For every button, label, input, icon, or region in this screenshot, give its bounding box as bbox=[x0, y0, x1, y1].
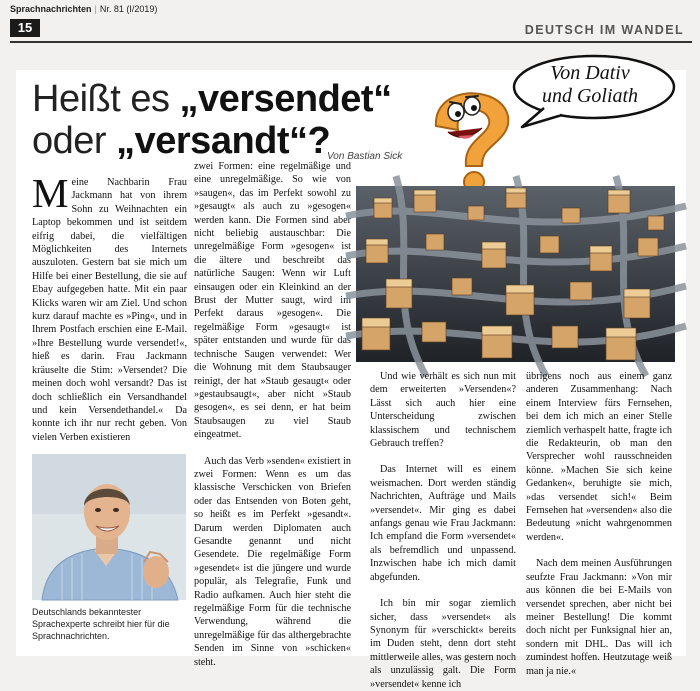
col3-paragraph-1: Und wie verhält es sich nun mit dem erweiterten »Versenden«? Lässt sich auch hier eine Unterscheidung zwischen klassischem und technischem Gebrauch treffen? bbox=[370, 371, 516, 450]
bubble-line1: Von Dativ bbox=[550, 62, 630, 84]
headline-line2-bold: „versandt“? bbox=[116, 120, 331, 162]
headline-line1-bold: „versendet“ bbox=[179, 78, 392, 120]
article-column-3 bbox=[370, 370, 516, 691]
question-mark-icon bbox=[428, 88, 528, 198]
col4-paragraph-2: Nach dem meinen Ausführungen seufzte Frau Jackmann: »Von mir aus können die bei E-Mails von versendet sprechen, aber nicht bei meiner Bestellung! Die kommt doch nicht per Funksignal hier an, sondern mit DHL. Das will ich zumindest hoffen. Heutzutage weiß man ja nie.« bbox=[526, 558, 672, 677]
headline-line1-prefix: Heißt es bbox=[32, 78, 180, 120]
col2-paragraph-1: zwei Formen: eine regelmäßige und eine unregelmäßige. So wie von »saugen«, das im Perfekt sowohl zu »gesaugt« als auch zu »gesogen« werden kann. Die Formen sind aber nicht beliebig austauschbar: Die unregelmäßige Form »gesogen« ist die ältere und beschreibt das natürliche Saugen: Wenn wir Luft einsaugen oder ein Kleinkind an der Brust der Mutter saugt, wird im Perfekt daraus »gesogen«. Die regelmäßige Form »gesaugt« ist später entstanden und wurde für das technische Saugen verwendet: Wer die Wohnung mit dem Staubsauger reinigt, der hat »Staub gesaugt« oder »gestaubsaugt«, aber nicht »Staub gesogen«, es sei denn, er hat beim Staubsaugen zu viel Staub eingeatmet. bbox=[194, 161, 351, 441]
author-photo bbox=[32, 454, 186, 600]
col1-paragraph: eine Nachbarin Frau Jackmann hat von ihrem Sohn zu Weihnachten ein Laptop bekommen und ist seitdem eifrig dabei, die vielfältigen Möglichkeiten des Internets auszuloten. Gestern bat sie mich um Hilfe bei einer Bestellung, die sie auf Ebay aufgegeben hatte. Mit ein paar Klicks waren wir am Ziel. Und schon kurz darauf machte es »Ping«, und in Ihrem Postfach erschien eine E-Mail. »Ihre Bestellung wurde versendet!«, hieß es darin. Frau Jackmann kräuselte die Stim: »Versendet? Die meinen doch wohl versandt? Das ist doch schließlich ein Versandhandel und kein Versendethandel.« Da konnte ich ihr nur recht geben. Von vielen Verben existieren bbox=[32, 177, 187, 443]
headline-line2-prefix: oder bbox=[32, 120, 117, 162]
issue-number: Nr. 81 (I/2019) bbox=[99, 4, 158, 14]
magazine-name: Sprachnachrichten bbox=[10, 4, 92, 14]
col3-paragraph-3: Ich bin mir sogar ziemlich sicher, dass »versendet« als Synonym für »verschickt« bereits im Duden steht, denn dort steht mittlerweile alles, was gestern noch als unzulässig galt. Die Form »versendet« kenne ich bbox=[370, 598, 516, 690]
headline bbox=[32, 78, 392, 162]
bubble-text bbox=[520, 62, 660, 108]
conveyor-belt-image bbox=[356, 186, 675, 362]
byline: Von Bastian Sick bbox=[327, 151, 403, 162]
bubble-line2: und Goliath bbox=[541, 85, 639, 107]
photo-caption: Deutschlands bekanntester Sprachexperte schreibt hier für die Sprachnachrichten. bbox=[32, 607, 170, 641]
parcels-on-conveyor-illustration bbox=[356, 186, 675, 362]
col2-paragraph-2: Auch das Verb »senden« existiert in zwei Formen: Wenn es um das klassische Verschicken von Briefen oder das Entsenden von Boten geht, so heißt es im Perfekt »gesandt«. Darum werden Diplomaten auch Gesandte genannt und nicht Gesendete. Die regelmäßige Form »gesendet« ist die jüngere und wurde populär, als Telegrafie, Funk und Radio aufkamen. Auch hier steht die regelmäßige Form für die technische Verwendung, während die unregelmäßige für das althergebrachte Senden im Sinne von »schicken« steht. bbox=[194, 455, 351, 668]
header-rule bbox=[10, 41, 692, 43]
author-portrait-image bbox=[32, 454, 186, 600]
section-title: DEUTSCH IM WANDEL bbox=[524, 23, 684, 37]
dropcap: M bbox=[32, 170, 69, 216]
article-column-1 bbox=[32, 170, 187, 444]
col3-paragraph-2: Das Internet will es einem weismachen. Dort werden ständig Nachrichten, Aufträge und Mails »versendet«. Mir ging es dabei anfangs genau wie Frau Jackmann: Ich empfand die Form »versendet« als befremdlich und unpassend. Inzwischen habe ich mich damit abgefunden. bbox=[370, 464, 516, 583]
article-column-2 bbox=[194, 160, 351, 669]
article-column-4 bbox=[526, 370, 672, 678]
magazine-header: Sprachnachrichten | Nr. 81 (I/2019) bbox=[10, 4, 158, 14]
page-number: 15 bbox=[10, 19, 40, 37]
col4-paragraph-1: übrigens noch aus einem ganz anderen Zusammenhang: Nach einem Interview fürs Fernsehen, bei dem ich mich an einer Stelle ziemlich verhaspelt hatte, fragte ich die Redakteurin, ob man den Versprecher wohl rausschneiden könne. »Machen Sie sich keine Gedanken«, beruhigte sie mich, »das versendet sich!« Beim Fernsehen hat »versenden« also die Bedeutung »nicht wahrgenommen werden«. bbox=[526, 371, 672, 543]
